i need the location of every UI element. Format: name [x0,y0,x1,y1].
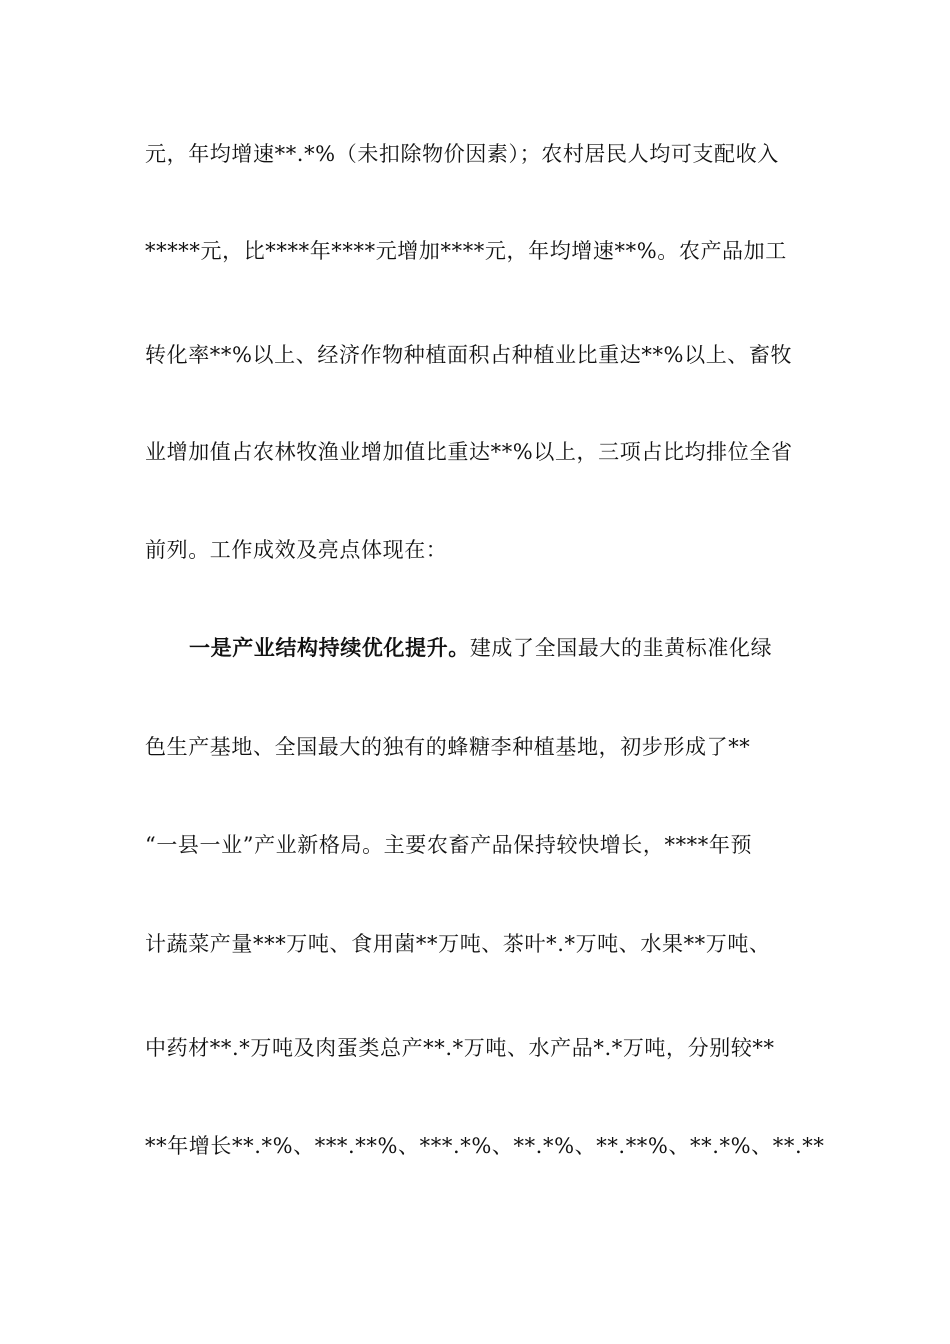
paragraph-2-rest: 建成了全国最大的韭黄标准化绿 [469,636,773,660]
text-line-8: “一县一业”产业新格局。主要农畜产品保持较快增长，****年预 [145,833,753,857]
text-line-7: 色生产基地、全国最大的独有的蜂糖李种植基地，初步形成了** [145,735,751,759]
text-line-9: 计蔬菜产量***万吨、食用菌**万吨、茶叶*.*万吨、水果**万吨、 [145,932,771,956]
text-line-1: 元，年均增速**.*%（未扣除物价因素）；农村居民人均可支配收入 [145,142,779,166]
text-line-5: 前列。工作成效及亮点体现在： [145,538,448,562]
text-line-4: 业增加值占农林牧渔业增加值比重达**%以上，三项占比均排位全省 [145,440,793,464]
paragraph-2-first-line [189,633,810,663]
text-line-2: *****元，比****年****元增加****元，年均增速**%。农产品加工 [145,239,787,263]
paragraph-2-lead: 一是产业结构持续优化提升。 [189,635,470,660]
text-line-11: **年增长**.*%、***.**%、***.*%、**.*%、**.**%、**.*%、**.** [145,1134,825,1158]
text-line-10: 中药材**.*万吨及肉蛋类总产**.*万吨、水产品*.*万吨，分别较** [145,1036,775,1060]
text-line-3: 转化率**%以上、经济作物种植面积占种植业比重达**%以上、畜牧 [145,343,793,367]
